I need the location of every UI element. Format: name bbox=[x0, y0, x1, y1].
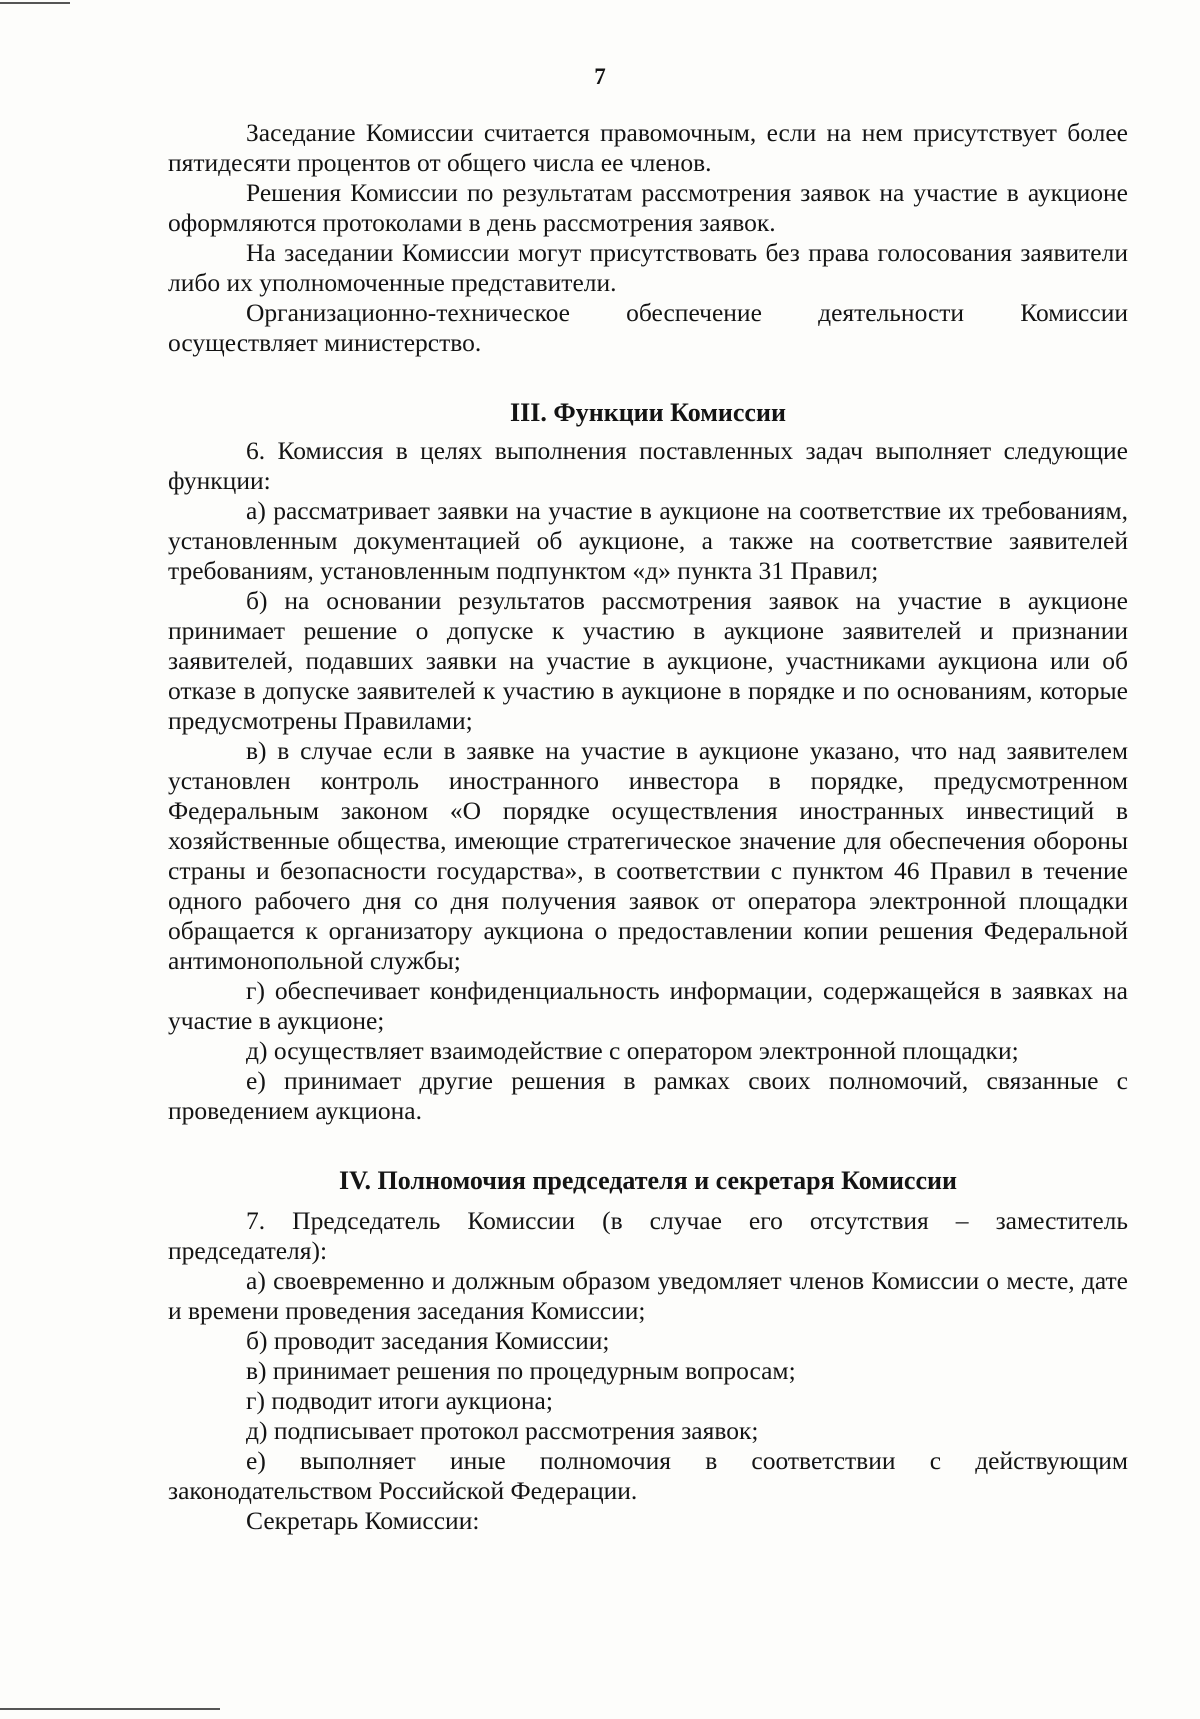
paragraph-7g: г) подводит итоги аукциона; bbox=[246, 1386, 553, 1415]
document-body bbox=[168, 118, 1128, 1536]
paragraph-7: 7. Председатель Комиссии (в случае его отсутствия – заместитель председателя): bbox=[168, 1206, 1128, 1265]
paragraph-6g: г) обеспечивает конфиденциальность информации, содержащейся в заявках на участие в аукционе; bbox=[168, 976, 1128, 1035]
paragraph-secretary: Секретарь Комиссии: bbox=[246, 1506, 480, 1535]
paragraph-quorum: Заседание Комиссии считается правомочным, если на нем присутствует более пятидесяти процентов от общего числа ее членов. bbox=[168, 118, 1128, 177]
paragraph-7d: д) подписывает протокол рассмотрения заявок; bbox=[246, 1416, 759, 1445]
page-number: 7 bbox=[594, 64, 606, 89]
paragraph-7v: в) принимает решения по процедурным вопросам; bbox=[246, 1356, 796, 1385]
scan-mark-top-left bbox=[0, 2, 70, 4]
section-3-heading: III. Функции Комиссии bbox=[510, 398, 786, 427]
paragraph-attendance: На заседании Комиссии могут присутствовать без права голосования заявители либо их уполномоченные представители. bbox=[168, 238, 1128, 297]
paragraph-6a: а) рассматривает заявки на участие в аукционе на соответствие их требованиям, установленным документацией об аукционе, а также на соответствие заявителей требованиям, установленным подпунктом «д» пункта 31 Правил; bbox=[168, 496, 1128, 585]
paragraph-6b: б) на основании результатов рассмотрения заявок на участие в аукционе принимает решение о допуске к участию в аукционе заявителей и признании заявителей, подавших заявки на участие в аукционе, участниками аукциона или об отказе в допуске заявителей к участию в аукционе в порядке и по основаниям, которые предусмотрены Правилами; bbox=[168, 586, 1128, 735]
paragraph-6d: д) осуществляет взаимодействие с оператором электронной площадки; bbox=[246, 1036, 1019, 1065]
paragraph-support: Организационно-техническое обеспечение деятельности Комиссии осуществляет министерство. bbox=[168, 298, 1128, 357]
paragraph-6e: е) принимает другие решения в рамках своих полномочий, связанные с проведением аукциона. bbox=[168, 1066, 1128, 1125]
paragraph-7e: е) выполняет иные полномочия в соответствии с действующим законодательством Российской Федерации. bbox=[168, 1446, 1128, 1505]
scan-mark-bottom-left bbox=[0, 1708, 220, 1710]
paragraph-decisions: Решения Комиссии по результатам рассмотрения заявок на участие в аукционе оформляются протоколами в день рассмотрения заявок. bbox=[168, 178, 1128, 237]
paragraph-6v: в) в случае если в заявке на участие в аукционе указано, что над заявителем установлен контроль иностранного инвестора в порядке, предусмотренном Федеральным законом «О порядке осуществления иностранных инвестиций в хозяйственные общества, имеющие стратегическое значение для обеспечения обороны страны и безопасности государства», в соответствии с пунктом 46 Правил в течение одного рабочего дня со дня получения заявок от оператора электронной площадки обращается к организатору аукциона о предоставлении копии решения Федеральной антимонопольной службы; bbox=[168, 736, 1128, 975]
paragraph-7b: б) проводит заседания Комиссии; bbox=[246, 1326, 610, 1355]
paragraph-7a: а) своевременно и должным образом уведомляет членов Комиссии о месте, дате и времени проведения заседания Комиссии; bbox=[168, 1266, 1128, 1325]
section-4-heading: IV. Полномочия председателя и секретаря Комиссии bbox=[339, 1166, 957, 1195]
paragraph-6: 6. Комиссия в целях выполнения поставленных задач выполняет следующие функции: bbox=[168, 436, 1128, 495]
